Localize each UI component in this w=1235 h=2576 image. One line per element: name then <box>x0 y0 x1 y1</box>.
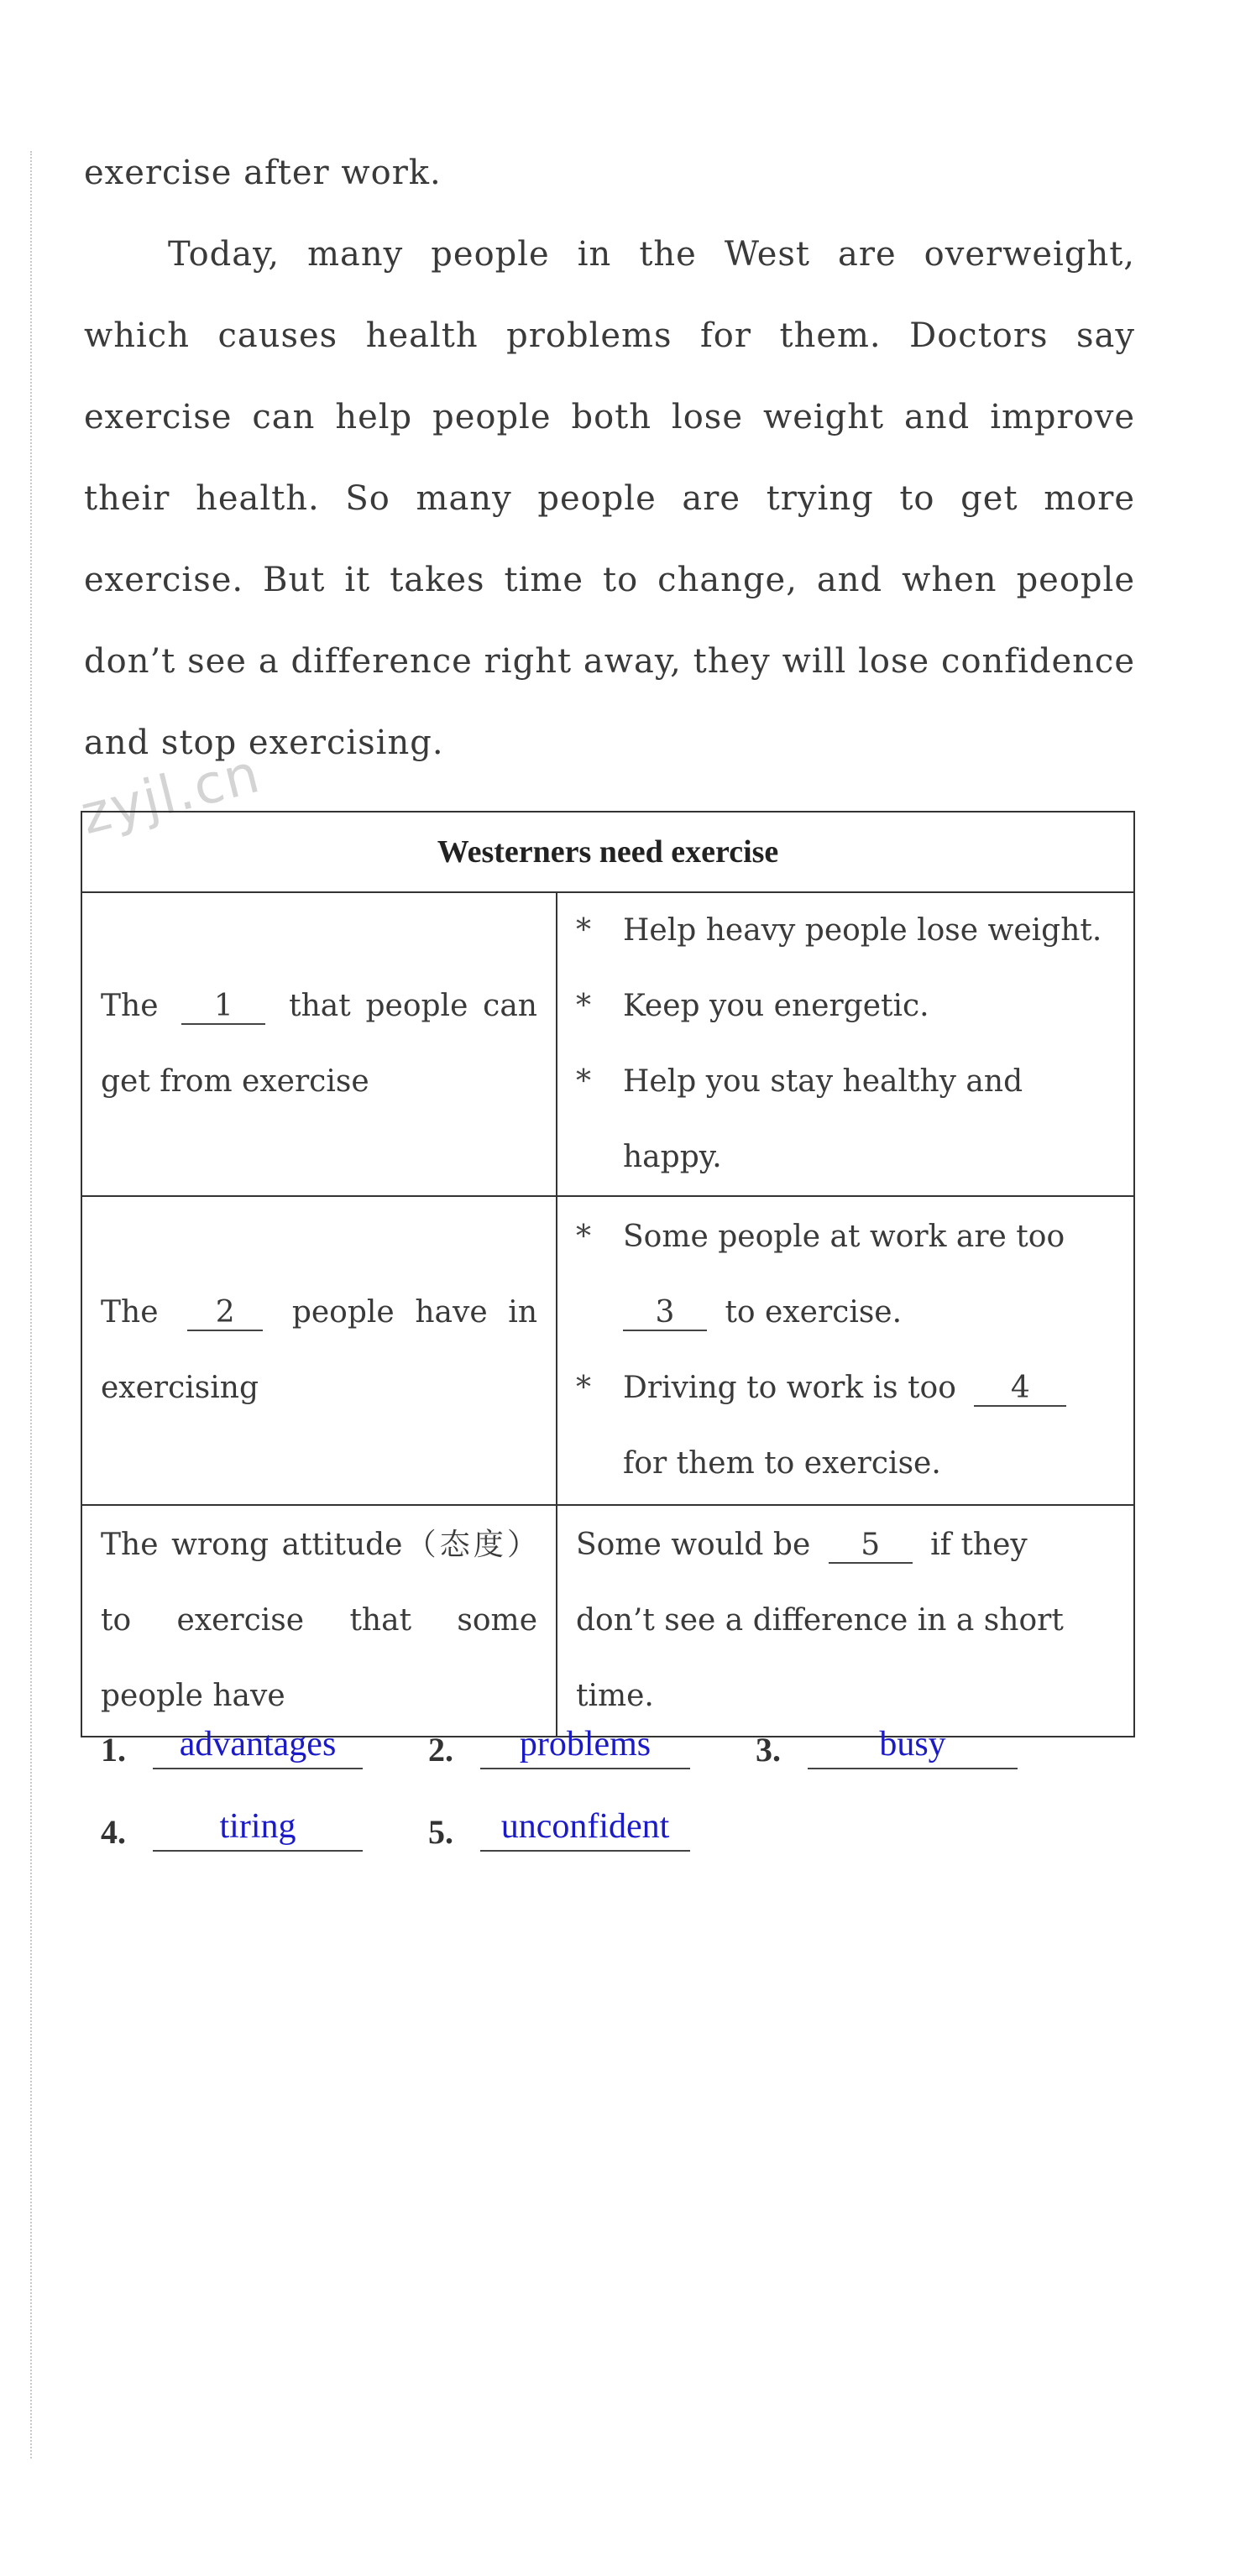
bullet-text: to exercise. <box>725 1295 903 1330</box>
reading-passage <box>84 133 1135 784</box>
answer-number: 4. <box>101 1813 126 1851</box>
answer-section <box>101 1687 1083 1852</box>
row1-left-cell <box>81 892 557 1196</box>
answer-item <box>101 1769 428 1852</box>
row2-left-cell <box>81 1196 557 1505</box>
bullet-text: Keep you energetic. <box>623 989 929 1023</box>
bullet-text: Help heavy people lose weight. <box>623 913 1102 948</box>
asterisk-icon: * <box>576 1220 591 1254</box>
list-item <box>576 1044 1115 1195</box>
asterisk-icon: * <box>576 1064 591 1099</box>
passage-paragraph-1: exercise after work. <box>84 154 442 192</box>
answer-number: 5. <box>428 1813 453 1851</box>
answer-row <box>101 1769 1083 1852</box>
passage-paragraph-2: Today, many people in the West are overweight, which causes health problems for them. Doctors say exercise can help people both lose weight and improve their health. So many people are trying to get more exercise. But it takes time to change, and when people don’t see a difference right away, they will lose confidence and stop exercising. <box>84 235 1135 762</box>
answer-row <box>101 1687 1083 1769</box>
list-item <box>576 1199 1115 1351</box>
answer-item <box>101 1687 428 1769</box>
answer-number: 3. <box>756 1731 781 1769</box>
answer-number: 1. <box>101 1731 126 1769</box>
table-title: Westerners need exercise <box>81 812 1134 892</box>
table-row <box>81 892 1134 1196</box>
bullet-text: Some people at work are too <box>623 1220 1065 1254</box>
asterisk-icon: * <box>576 913 591 948</box>
answer-value: unconfident <box>480 1806 690 1852</box>
answer-number: 2. <box>428 1731 453 1769</box>
row1-text-a: The <box>101 989 159 1023</box>
row2-text-b: people have in exercising <box>101 1295 537 1405</box>
list-item <box>576 969 1115 1044</box>
row2-right-cell <box>557 1196 1134 1505</box>
table-row <box>81 1196 1134 1505</box>
row3-text-a: Some would be <box>576 1528 811 1562</box>
summary-table <box>81 811 1135 1737</box>
answer-value: advantages <box>153 1724 363 1769</box>
answer-item <box>756 1687 1083 1769</box>
blank-2: 2 <box>187 1296 263 1331</box>
row3-text-b: if they don’t see a difference in a short time. <box>576 1528 1064 1713</box>
bullet-text: Driving to work is too <box>623 1371 956 1405</box>
list-item <box>576 893 1115 969</box>
answer-value: tiring <box>153 1806 363 1852</box>
blank-1: 1 <box>181 990 265 1025</box>
watermark: zyjl.cn <box>75 742 267 848</box>
asterisk-icon: * <box>576 1371 591 1405</box>
blank-5: 5 <box>829 1528 913 1564</box>
row3-left-cell: The wrong attitude（态度）to exercise that some people have <box>81 1505 557 1737</box>
list-item <box>576 1351 1115 1502</box>
bullet-text: Help you stay healthy and happy. <box>623 1064 1023 1174</box>
asterisk-icon: * <box>576 989 591 1023</box>
answer-value: problems <box>480 1724 690 1769</box>
bullet-text: for them to exercise. <box>623 1446 941 1481</box>
row1-text-b: that people can get from exercise <box>101 989 537 1099</box>
row1-right-cell <box>557 892 1134 1196</box>
answer-value: busy <box>808 1724 1018 1769</box>
row2-text-a: The <box>101 1295 159 1330</box>
binding-dotted-line <box>30 151 32 2458</box>
answer-item <box>428 1687 756 1769</box>
answer-item <box>428 1769 756 1852</box>
blank-3: 3 <box>623 1296 707 1331</box>
blank-4: 4 <box>974 1372 1066 1407</box>
